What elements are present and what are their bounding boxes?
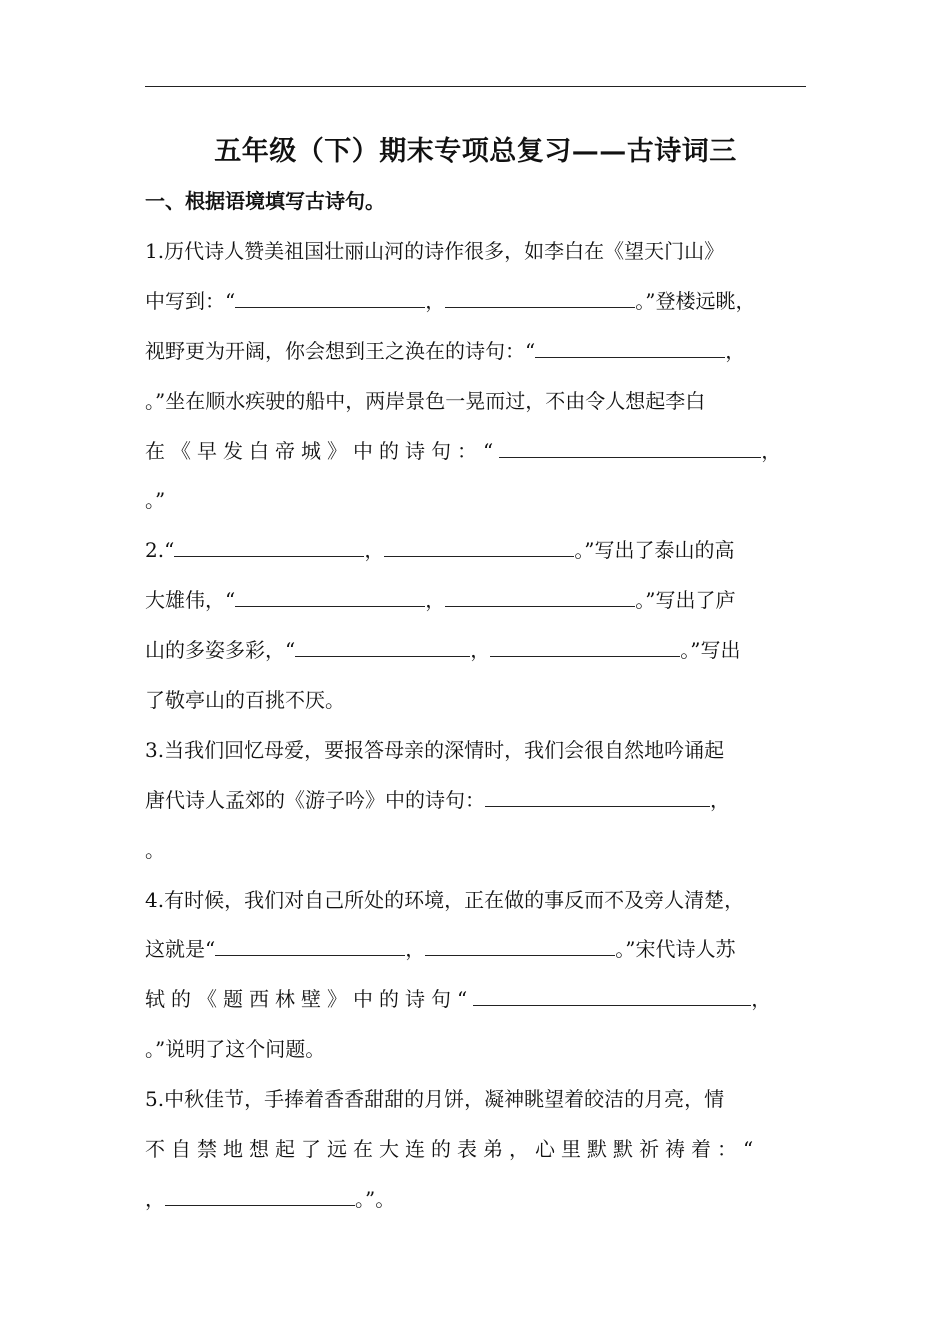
q1-line-5: 在《早发白帝城》中的诗句：“ ，	[145, 439, 782, 463]
answer-blank[interactable]	[235, 586, 425, 607]
answer-blank[interactable]	[165, 1185, 355, 1206]
q3-line-1: 3.当我们回忆母爱，要报答母亲的深情时，我们会很自然地吟诵起	[145, 738, 725, 762]
q1-line-6: 。”	[145, 488, 166, 512]
answer-blank[interactable]	[295, 636, 470, 657]
q5-line-2: 不自禁地想起了远在大连的表弟，心里默默祈祷着：“	[145, 1137, 760, 1161]
section-heading: 一、根据语境填写古诗句。	[145, 189, 385, 213]
answer-blank[interactable]	[445, 586, 635, 607]
q4-line-4: 。”说明了这个问题。	[145, 1037, 326, 1061]
q5-line-3: ， 。”。	[145, 1187, 396, 1211]
q3-line-2: 唐代诗人孟郊的《游子吟》中的诗句： ，	[145, 788, 730, 812]
q4-line-1: 4.有时候，我们对自己所处的环境，正在做的事反而不及旁人清楚，	[145, 888, 745, 912]
page-title: 五年级（下）期末专项总复习——古诗词三	[214, 136, 737, 167]
answer-blank[interactable]	[485, 786, 710, 807]
answer-blank[interactable]	[174, 536, 364, 557]
q4-line-3: 轼的《题西林壁》中的诗句“ ，	[145, 987, 772, 1011]
q2-line-4: 了敬亭山的百挑不厌。	[145, 688, 345, 712]
answer-blank[interactable]	[490, 636, 680, 657]
answer-blank[interactable]	[215, 935, 405, 956]
q1-line-1: 1.历代诗人赞美祖国壮丽山河的诗作很多，如李白在《望天门山》	[145, 239, 725, 263]
answer-blank[interactable]	[425, 935, 615, 956]
answer-blank[interactable]	[445, 287, 635, 308]
q2-line-2: 大雄伟，“ ， 。”写出了庐	[145, 588, 736, 612]
q4-line-2: 这就是“ ， 。”宋代诗人苏	[145, 937, 736, 961]
q5-line-1: 5.中秋佳节，手捧着香香甜甜的月饼，凝神眺望着皎洁的月亮，情	[145, 1087, 725, 1111]
answer-blank[interactable]	[235, 287, 425, 308]
q1-line-4: 。”坐在顺水疾驶的船中，两岸景色一晃而过，不由令人想起李白	[145, 389, 706, 413]
answer-blank[interactable]	[384, 536, 574, 557]
q2-line-3: 山的多姿多彩，“ ， 。”写出	[145, 638, 741, 662]
q3-line-3: 。	[145, 838, 165, 862]
q1-line-2: 中写到：“ ， 。”登楼远眺，	[145, 289, 756, 313]
q1-line-3: 视野更为开阔，你会想到王之涣在的诗句：“ ，	[145, 339, 746, 363]
q2-line-1: 2.“ ， 。”写出了泰山的高	[145, 538, 735, 562]
answer-blank[interactable]	[535, 337, 725, 358]
answer-blank[interactable]	[499, 437, 761, 458]
answer-blank[interactable]	[473, 985, 751, 1006]
header-rule	[145, 86, 806, 87]
